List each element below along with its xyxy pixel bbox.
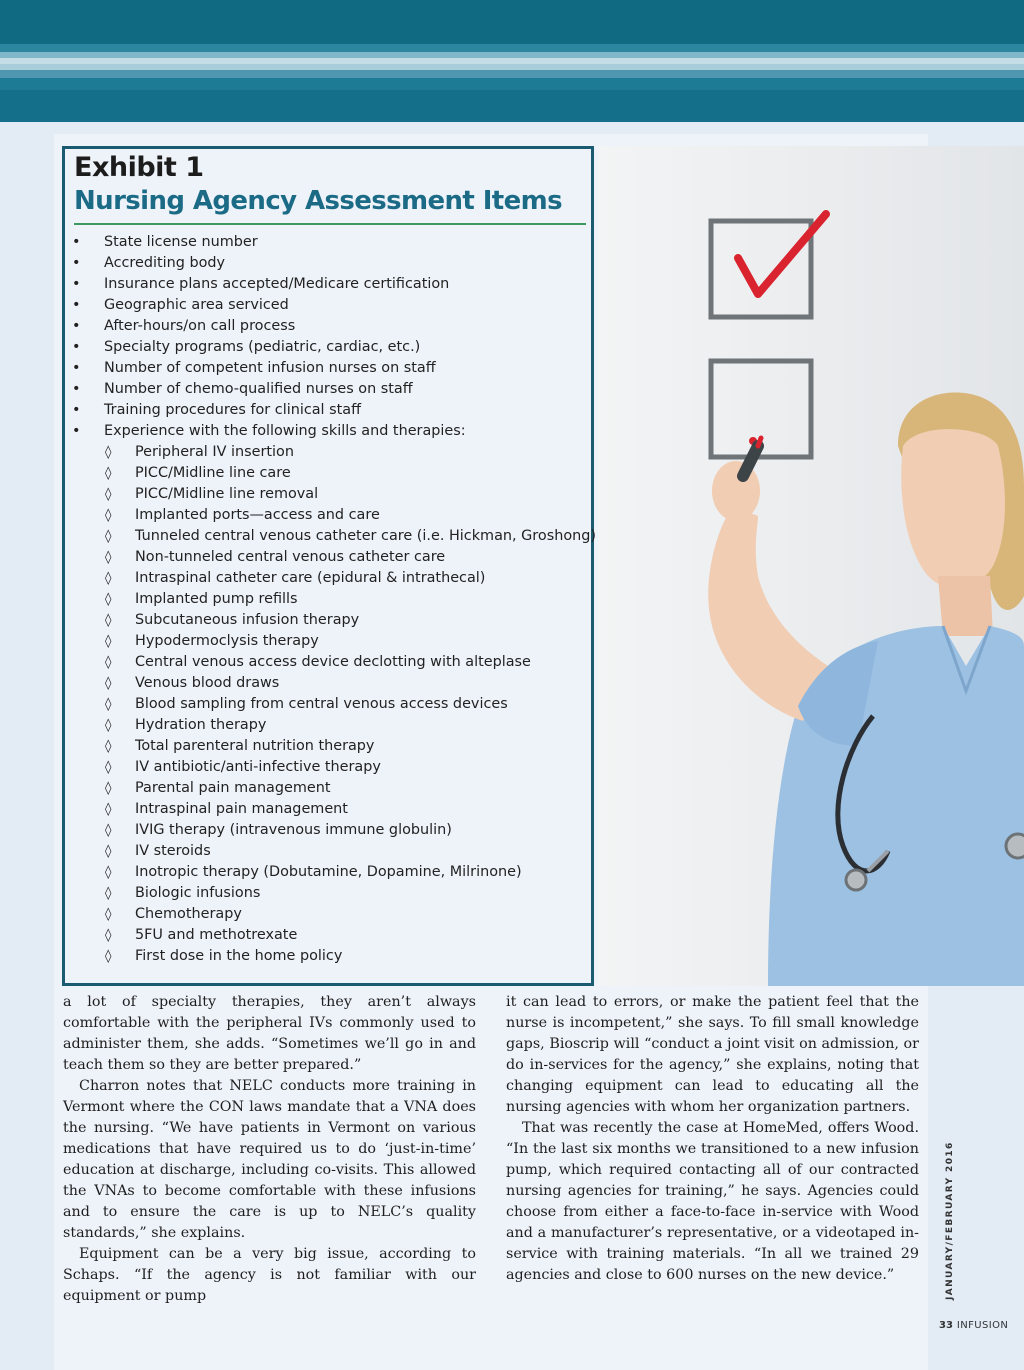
article-paragraph: Equipment can be a very big issue, according to Schaps. “If the agency is not familiar with our equipment or pump	[63, 1246, 476, 1304]
list-item-text: PICC/Midline line removal	[135, 486, 319, 502]
diamond-bullet-icon: ◊	[105, 865, 112, 880]
bullet-icon: •	[72, 255, 81, 271]
list-item-text: Number of chemo-qualified nurses on staff	[104, 381, 413, 397]
article-paragraph: Charron notes that NELC conducts more training in Vermont where the CON laws mandate that a VNA does the nursing. “We have patients in Vermont on various medications that have required us to do ‘just-in-time’ education at discharge, including co-visits. This allowed the VNAs to become comfortable with these infusions and to ensure the care is up to NELC’s quality standards,” she explains.	[63, 1078, 476, 1241]
exhibit-title: Nursing Agency Assessment Items	[74, 186, 563, 216]
sub-list-item	[65, 778, 591, 799]
list-item-text: Subcutaneous infusion therapy	[135, 612, 360, 628]
sub-list-item	[65, 820, 591, 841]
exhibit-label: Exhibit 1	[74, 152, 204, 183]
article-paragraph: a lot of specialty therapies, they aren’t always comfortable with the peripheral IVs commonly used to administer them, she adds. “Sometimes we’ll go in and teach them so they are better prepared.”	[63, 994, 476, 1073]
exhibit-divider	[74, 223, 586, 225]
list-item-text: Parental pain management	[135, 780, 331, 796]
list-item-text: IVIG therapy (intravenous immune globulin)	[135, 822, 452, 838]
list-item-text: Intraspinal pain management	[135, 801, 348, 817]
list-item-text: Inotropic therapy (Dobutamine, Dopamine, Milrinone)	[135, 864, 522, 880]
list-item	[65, 358, 591, 379]
sub-list-item	[65, 547, 591, 568]
diamond-bullet-icon: ◊	[105, 844, 112, 859]
sub-list-item	[65, 862, 591, 883]
sub-list-item	[65, 757, 591, 778]
diamond-bullet-icon: ◊	[105, 760, 112, 775]
sub-list-item	[65, 946, 591, 967]
list-item-text: Accrediting body	[104, 255, 226, 271]
article-paragraph: That was recently the case at HomeMed, offers Wood. “In the last six months we transitioned to a new infusion pump, which required contacting all of our contracted nursing agencies for training,” he says. Agencies could choose from either a face-to-face in-service with Wood and a manufacturer’s representative, or a videotaped in-service with training materials. “In all we trained 29 agencies and close to 600 nurses on the new device.”	[506, 1120, 919, 1283]
list-item	[65, 379, 591, 400]
list-item-text: Blood sampling from central venous access devices	[135, 696, 508, 712]
diamond-bullet-icon: ◊	[105, 823, 112, 838]
bullet-icon: •	[72, 423, 81, 439]
list-item-text: Tunneled central venous catheter care (i.e. Hickman, Groshong)	[135, 528, 597, 544]
list-item-text: Chemotherapy	[135, 906, 242, 922]
sub-list-item	[65, 883, 591, 904]
diamond-bullet-icon: ◊	[105, 613, 112, 628]
diamond-bullet-icon: ◊	[105, 802, 112, 817]
bullet-icon: •	[72, 381, 81, 397]
sub-list-item	[65, 904, 591, 925]
list-item-text: Insurance plans accepted/Medicare certification	[104, 276, 450, 292]
issue-date: JANUARY/FEBRUARY 2016	[945, 1141, 955, 1300]
list-item-text: Peripheral IV insertion	[135, 444, 294, 460]
sub-list-item	[65, 715, 591, 736]
list-item-text: Implanted pump refills	[135, 591, 298, 607]
diamond-bullet-icon: ◊	[105, 907, 112, 922]
list-item-text: PICC/Midline line care	[135, 465, 291, 481]
list-item-text: Biologic infusions	[135, 885, 261, 901]
list-item-text: First dose in the home policy	[135, 948, 343, 964]
list-item-text: Central venous access device declotting with alteplase	[135, 654, 531, 670]
list-item	[65, 400, 591, 421]
list-item-text: Number of competent infusion nurses on staff	[104, 360, 436, 376]
list-item	[65, 295, 591, 316]
article-paragraph: it can lead to errors, or make the patient feel that the nurse is incompetent,” she says. To fill small knowledge gaps, Bioscrip will “conduct a joint visit on admission, or do in-services for the agency,” she explains, noting that changing equipment can lead to educating all the nursing agencies with whom her organization partners.	[506, 994, 919, 1115]
sub-list-item	[65, 505, 591, 526]
assessment-list	[65, 232, 597, 967]
list-item	[65, 337, 591, 358]
diamond-bullet-icon: ◊	[105, 655, 112, 670]
sub-list-item	[65, 484, 591, 505]
bullet-icon: •	[72, 318, 81, 334]
sub-list-item	[65, 652, 591, 673]
diamond-bullet-icon: ◊	[105, 697, 112, 712]
exhibit-box	[62, 146, 597, 986]
sub-list-item	[65, 463, 591, 484]
checked-box-icon	[711, 214, 826, 317]
sub-list-item	[65, 925, 591, 946]
bullet-icon: •	[72, 276, 81, 292]
list-item	[65, 232, 591, 253]
sub-list-item	[65, 736, 591, 757]
list-item-text: Geographic area serviced	[104, 297, 289, 313]
diamond-bullet-icon: ◊	[105, 592, 112, 607]
list-item-text: Experience with the following skills and therapies:	[104, 423, 466, 439]
sub-list-item	[65, 442, 591, 463]
list-item-text: Venous blood draws	[135, 675, 280, 691]
list-item-text: IV steroids	[135, 843, 211, 859]
list-item	[65, 421, 591, 442]
bullet-icon: •	[72, 402, 81, 418]
article-column-left	[63, 992, 476, 1307]
sub-list-item	[65, 673, 591, 694]
bullet-icon: •	[72, 339, 81, 355]
diamond-bullet-icon: ◊	[105, 886, 112, 901]
page-folio	[939, 1320, 1008, 1331]
nurse-illustration	[598, 146, 1024, 986]
list-item-text: Implanted ports—access and care	[135, 507, 380, 523]
list-item-text: IV antibiotic/anti-infective therapy	[135, 759, 381, 775]
page-number: 33	[939, 1320, 953, 1331]
bullet-icon: •	[72, 234, 81, 250]
sub-list-item	[65, 631, 591, 652]
list-item-text: Training procedures for clinical staff	[104, 402, 362, 418]
magazine-name: INFUSION	[956, 1320, 1009, 1331]
bullet-icon: •	[72, 297, 81, 313]
list-item-text: After-hours/on call process	[104, 318, 296, 334]
sub-list-item	[65, 841, 591, 862]
nurse-photo	[598, 146, 1024, 986]
list-item-text: Total parenteral nutrition therapy	[135, 738, 375, 754]
diamond-bullet-icon: ◊	[105, 949, 112, 964]
bullet-icon: •	[72, 360, 81, 376]
sub-list-item	[65, 568, 591, 589]
diamond-bullet-icon: ◊	[105, 634, 112, 649]
list-item	[65, 316, 591, 337]
sub-list-item	[65, 589, 591, 610]
diamond-bullet-icon: ◊	[105, 487, 112, 502]
diamond-bullet-icon: ◊	[105, 445, 112, 460]
diamond-bullet-icon: ◊	[105, 466, 112, 481]
list-item-text: Intraspinal catheter care (epidural & intrathecal)	[135, 570, 486, 586]
sub-list-item	[65, 694, 591, 715]
diamond-bullet-icon: ◊	[105, 571, 112, 586]
diamond-bullet-icon: ◊	[105, 718, 112, 733]
list-item-text: Hydration therapy	[135, 717, 267, 733]
article-column-right	[506, 992, 919, 1286]
diamond-bullet-icon: ◊	[105, 928, 112, 943]
list-item-text: 5FU and methotrexate	[135, 927, 298, 943]
sub-list-item	[65, 526, 597, 547]
header-band	[0, 0, 1024, 122]
sub-list-item	[65, 799, 591, 820]
list-item-text: Specialty programs (pediatric, cardiac, etc.)	[104, 339, 421, 355]
list-item	[65, 253, 591, 274]
sub-list-item	[65, 610, 591, 631]
diamond-bullet-icon: ◊	[105, 739, 112, 754]
list-item-text: Non-tunneled central venous catheter care	[135, 549, 446, 565]
diamond-bullet-icon: ◊	[105, 676, 112, 691]
diamond-bullet-icon: ◊	[105, 508, 112, 523]
diamond-bullet-icon: ◊	[105, 529, 112, 544]
list-item-text: State license number	[104, 234, 258, 250]
list-item	[65, 274, 591, 295]
diamond-bullet-icon: ◊	[105, 550, 112, 565]
list-item-text: Hypodermoclysis therapy	[135, 633, 319, 649]
diamond-bullet-icon: ◊	[105, 781, 112, 796]
